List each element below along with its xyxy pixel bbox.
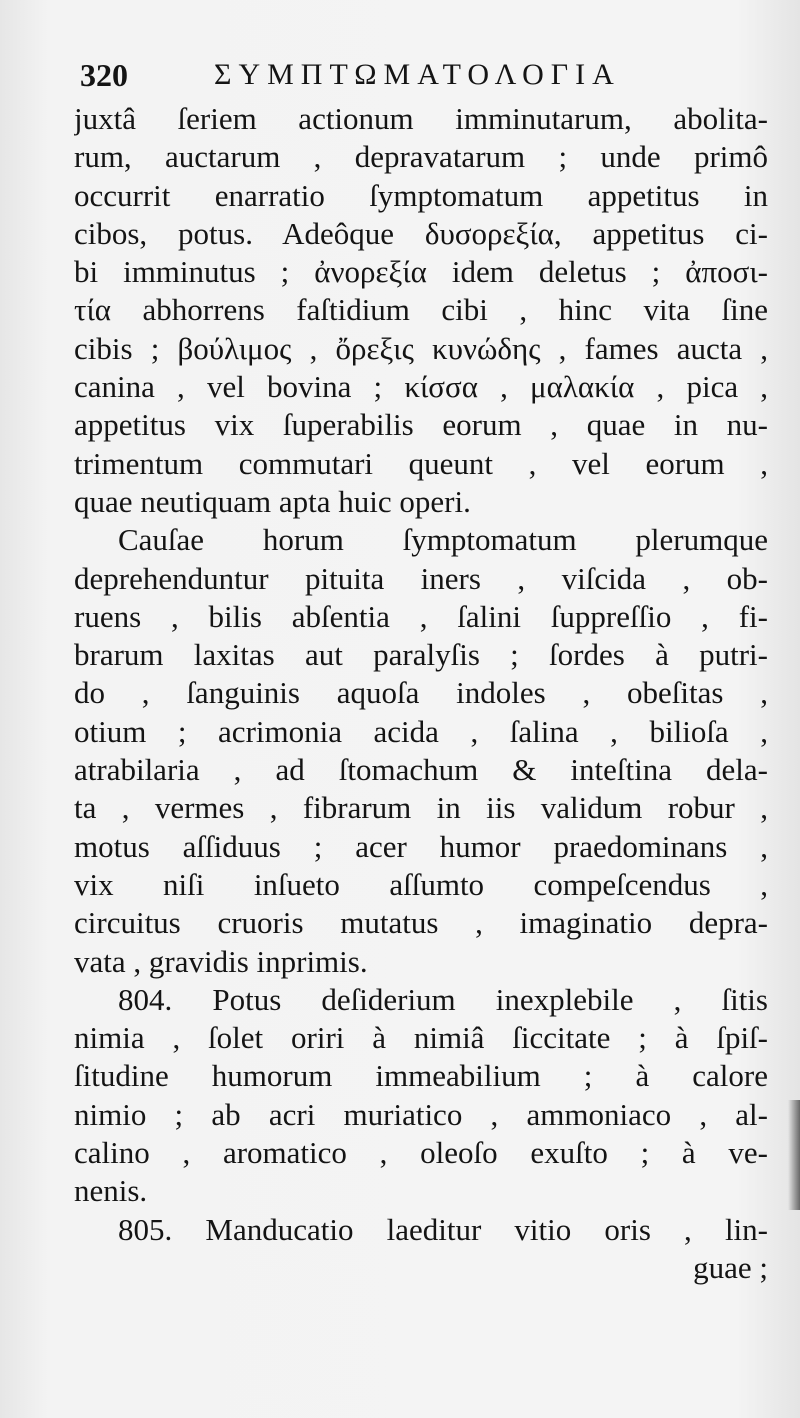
text-line: appetitus vix ſuperabilis eorum , quae in nu-	[74, 407, 768, 443]
text-line: nimio ; ab acri muriatico , ammoniaco , al-	[74, 1096, 768, 1132]
text-line: trimentum commutari queunt , vel eorum ,	[74, 445, 768, 481]
body-text	[74, 100, 768, 1287]
section-805-start-line: 805. Manducatio laeditur vitio oris , lin-	[118, 1211, 768, 1247]
text-line: do , ſanguinis aquoſa indoles , obeſitas ,	[74, 675, 768, 711]
text-line: bi imminutus ; ἀνορεξία idem deletus ; ἀποσι-	[74, 254, 768, 290]
text-line: τία abhorrens faſtidium cibi , hinc vita ſine	[74, 292, 768, 328]
text-line: cibos, potus. Adeôque δυσορεξία, appetitus ci-	[74, 215, 768, 251]
text-line: cibis ; βούλιμος , ὄρεξις κυνώδης , fames aucta ,	[74, 330, 768, 366]
text-line: nimia , ſolet oriri à nimiâ ſiccitate ; à ſpiſ-	[74, 1020, 768, 1056]
text-line: ta , vermes , fibrarum in iis validum robur ,	[74, 790, 768, 826]
text-line: atrabilaria , ad ſtomachum & inteſtina dela-	[74, 752, 768, 788]
text-line: vix niſi inſueto aſſumto compeſcendus ,	[74, 866, 768, 902]
text-line: occurrit enarratio ſymptomatum appetitus in	[74, 177, 768, 213]
text-line: canina , vel bovina ; κίσσα , μαλακία , pica ,	[74, 369, 768, 405]
text-line: ruens , bilis abſentia , ſalini ſuppreſſio , fi-	[74, 598, 768, 634]
catchword: guae ;	[693, 1249, 768, 1285]
text-line: calino , aromatico , oleoſo exuſto ; à ve-	[74, 1135, 768, 1171]
running-title: ΣΥΜΠΤΩΜΑΤΟΛΟΓΙΑ	[214, 58, 621, 91]
text-line: brarum laxitas aut paralyſis ; ſordes à putri-	[74, 637, 768, 673]
text-line: circuitus cruoris mutatus , imaginatio depra-	[74, 905, 768, 941]
text-line: deprehenduntur pituita iners , viſcida , ob-	[74, 560, 768, 596]
text-line: otium ; acrimonia acida , ſalina , bilioſa ,	[74, 713, 768, 749]
page-edge-shadow	[788, 1100, 800, 1210]
paragraph-start-line: Cauſae horum ſymptomatum plerumque	[118, 522, 768, 558]
text-line: vata , gravidis inprimis.	[74, 943, 368, 979]
text-line: ſitudine humorum immeabilium ; à calore	[74, 1058, 768, 1094]
text-line: quae neutiquam apta huic operi.	[74, 483, 471, 519]
page-header	[80, 50, 770, 100]
text-line: motus aſſiduus ; acer humor praedominans ,	[74, 828, 768, 864]
text-line: rum, auctarum , depravatarum ; unde primô	[74, 139, 768, 175]
text-line: juxtâ ſeriem actionum imminutarum, abolita-	[74, 101, 768, 136]
page-number: 320	[80, 57, 128, 93]
text-line: nenis.	[74, 1173, 148, 1209]
section-804-start-line: 804. Potus deſiderium inexplebile , ſitis	[118, 981, 768, 1017]
